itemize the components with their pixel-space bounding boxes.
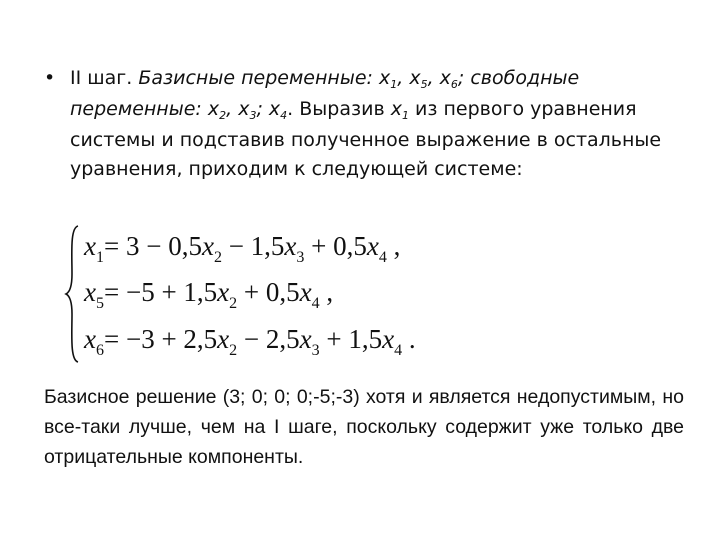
- free-vars-list: $x_2$, $x_3$; $x_4$: [207, 98, 288, 122]
- step-label: II шаг.: [70, 67, 133, 89]
- express-var: $x_1$: [390, 98, 409, 122]
- bullet-marker: •: [44, 67, 56, 89]
- equation-1: $x_1= 3 - 0,5x_2 - 1,5x_3 + 0,5x_4$ ,: [84, 231, 401, 266]
- conclusion-paragraph: Базисное решение (3; 0; 0; 0;-5;-3) хотя и является недопустимым, но все-таки лучше, чем на I шаге, поскольку содержит уже только две отрицательные компоненты.: [44, 386, 684, 468]
- basic-vars-label: Базисные переменные:: [138, 67, 373, 89]
- basic-vars-list: $x_1$, $x_5$, $x_6$;: [378, 67, 465, 91]
- left-brace-icon: [64, 224, 82, 364]
- bullet-item: [44, 64, 684, 184]
- bullet-text: [70, 64, 684, 184]
- text-rest: из первого уравнения системы и подставив полученное выражение в остальные уравнения, приходим к следующей системе:: [70, 98, 662, 180]
- free-vars-end: .: [287, 98, 294, 120]
- equation-3: $x_6= -3 + 2,5x_2 - 2,5x_3 + 1,5x_4$ .: [84, 324, 416, 359]
- equation-2: $x_5= -5 + 1,5x_2 + 0,5x_4$ ,: [84, 277, 334, 312]
- free-vars-label: свободные переменные:: [70, 67, 580, 120]
- text-express: Выразив: [299, 98, 385, 120]
- equation-system: [64, 224, 424, 364]
